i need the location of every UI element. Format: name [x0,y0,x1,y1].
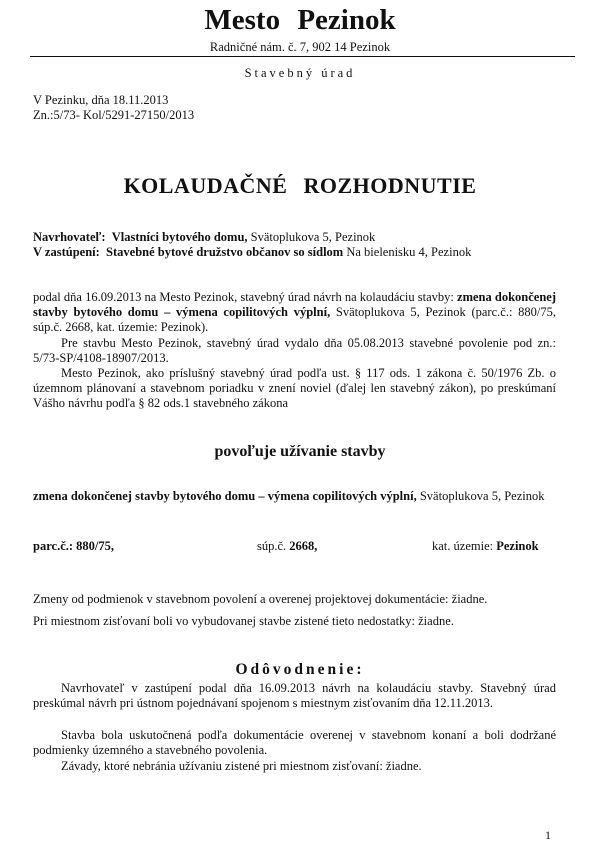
parcel-number [33,539,114,554]
defects-finding: Pri miestnom zisťovaní boli vo vybudovanej stavbe zistené tieto nedostatky: žiadne. [33,614,454,628]
registry-label: súp.č. [257,539,290,553]
applicant-address: Svätoplukova 5, Pezinok [247,230,376,244]
intro-text-c: Svätoplukova 5, Pezinok (parc.č.: 880/75, súp.č. 2668, kat. územie: Pezinok). [33,305,556,334]
document-title: KOLAUDAČNÉ ROZHODNUTIE [123,173,477,198]
city-title: Mesto Pezinok [204,4,396,36]
subject-name: zmena dokončenej stavby bytového domu – výmena copilitových výplní, [33,489,417,503]
registry-number [257,539,317,554]
subject-paragraph [33,489,556,504]
justification-title: Odôvodnenie: [235,661,365,678]
decision-statement: povoľuje užívanie stavby [214,443,386,460]
representative-address: Na bielenisku 4, Pezinok [343,245,472,259]
page-number: 1 [545,828,551,842]
office-name: Stavebný úrad [244,66,356,80]
justification-paragraph-3: Závady, ktoré nebránia užívaniu zistené pri miestnom zisťovaní: žiadne. [61,759,422,773]
justification-paragraph-1: Navrhovateľ v zastúpení podal dňa 16.09.2013 návrh na kolaudáciu stavby. Stavebný úrad preskúmal návrh pri ústnom pojednávaní spojenom s miestnym zisťovaním dňa 12.11.2013. [33,681,556,710]
parcel-value: 880/75, [76,539,115,553]
representative-line [33,245,573,260]
intro-text-a: podal dňa 16.09.2013 na Mesto Pezinok, stavebný úrad návrh na kolaudáciu stavby: [33,290,458,304]
representative-label: V zastúpení: [33,245,100,259]
intro-subject: zmena dokončenej stavby bytového domu – výmena copilitových výplní, [33,290,556,319]
intro-paragraph-1 [33,290,556,335]
cadastral-label: kat. územie: [432,539,497,553]
registry-value: 2668, [289,539,318,553]
parcel-label: parc.č.: [33,539,77,553]
applicant-label: Navrhovateľ: [33,230,106,244]
cadastral-value: Pezinok [496,539,539,553]
city-address: Radničné nám. č. 7, 902 14 Pezinok [209,40,391,54]
applicant-name: Vlastníci bytového domu, [111,230,248,244]
intro-paragraph-2: Pre stavbu Mesto Pezinok, stavebný úrad vydalo dňa 05.08.2013 stavebné povolenie pod zn.: 5/73-SP/4108-18907/2013. [33,336,556,365]
intro-paragraph-3: Mesto Pezinok, ako príslušný stavebný úrad podľa ust. § 117 ods. 1 zákona č. 50/1976 Zb. o územnom plánovaní a stavebnom poriadku v znení noviel (ďalej len stavebný zákon), po preskúmaní Vášho návrhu podľa § 82 ods.1 stavebného zákona [33,366,556,410]
header-divider [30,56,575,57]
place-date: V Pezinku, dňa 18.11.2013 [33,93,169,107]
subject-address: Svätoplukova 5, Pezinok [416,489,545,503]
changes-finding: Zmeny od podmienok v stavebnom povolení a overenej projektovej dokumentácie: žiadne. [33,592,488,606]
cadastral-area [432,539,539,554]
reference-number: Zn.:5/73- Kol/5291-27150/2013 [33,108,195,122]
justification-paragraph-2: Stavba bola uskutočnená podľa dokumentácie overenej v stavebnom konaní a boli dodržané podmienky územného a stavebného povolenia. [33,728,556,757]
applicant-line [33,230,573,245]
representative-name: Stavebné bytové družstvo občanov so sídlom [106,245,344,259]
